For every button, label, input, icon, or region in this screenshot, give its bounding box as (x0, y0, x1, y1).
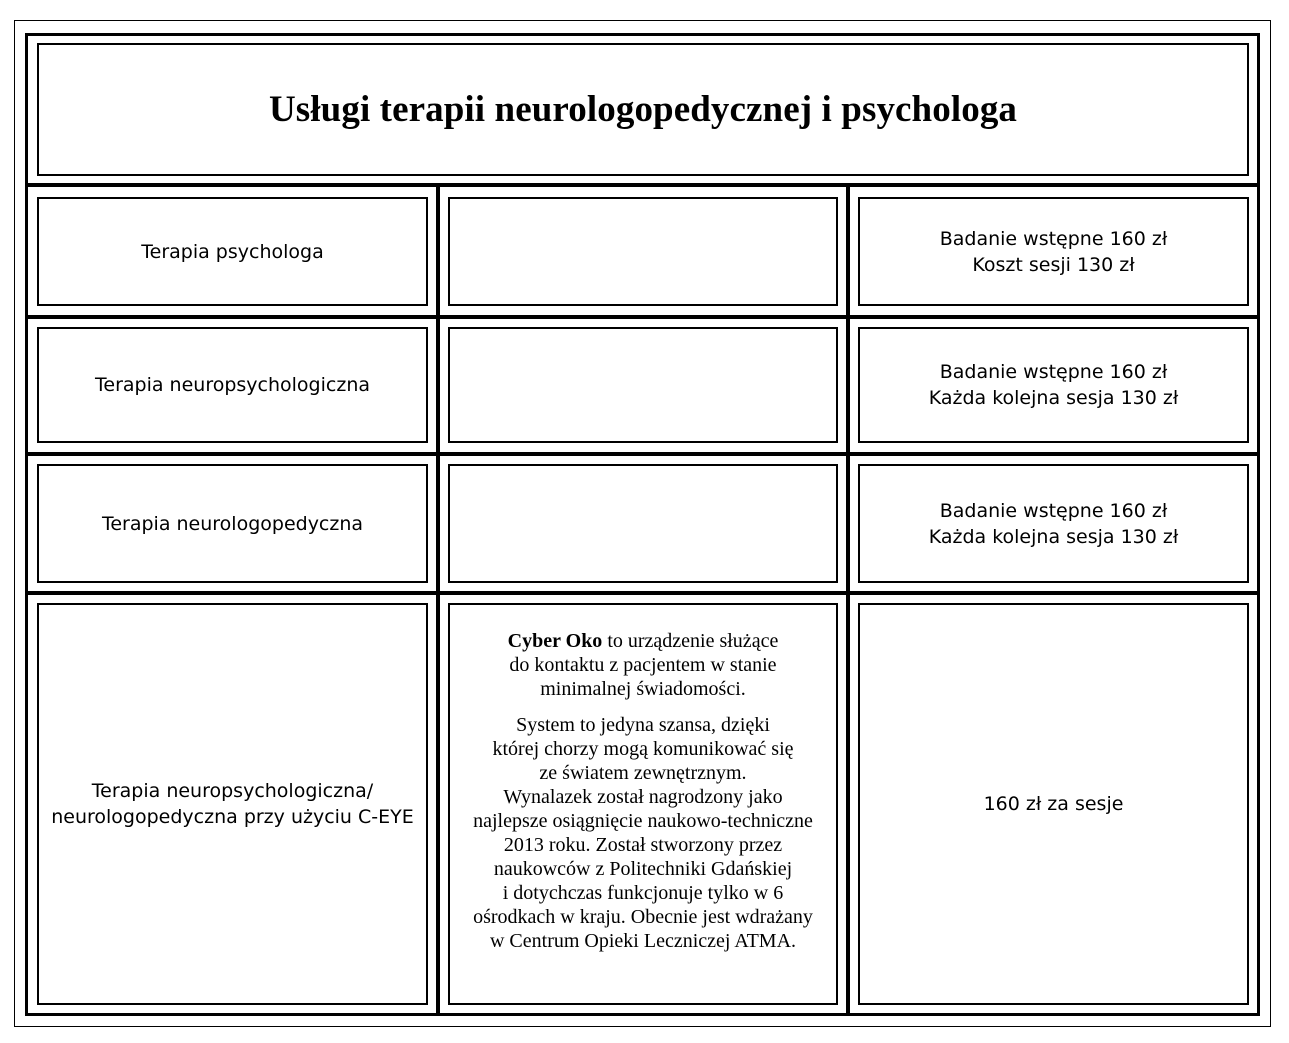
column-divider (846, 185, 850, 1014)
row-divider (27, 591, 1258, 595)
description-paragraph (454, 629, 832, 701)
row-divider (27, 183, 1258, 187)
service-cell (37, 464, 428, 583)
service-name: Terapia neuropsychologiczna (95, 374, 370, 396)
service-cell (37, 197, 428, 306)
page-title: Usługi terapii neurologopedycznej i psychologa (268, 89, 1018, 130)
service-cell (37, 603, 428, 1005)
description-cell (448, 603, 838, 1005)
title-cell (37, 43, 1249, 176)
price-text: Badanie wstępne 160 zł Każda kolejna sesja 130 zł (928, 499, 1179, 548)
device-name: Cyber Oko (507, 630, 603, 652)
row-divider (27, 315, 1258, 319)
price-cell (858, 603, 1249, 1005)
service-name: Terapia psychologa (141, 240, 324, 263)
price-text: Badanie wstępne 160 zł Koszt sesji 130 zł (939, 227, 1168, 276)
price-cell (858, 464, 1249, 583)
price-text: Badanie wstępne 160 zł Każda kolejna sesja 130 zł (928, 361, 1179, 409)
description-cell (448, 197, 838, 306)
column-divider (436, 185, 440, 1014)
device-description (454, 629, 832, 953)
service-name: Terapia neurologopedyczna (101, 512, 364, 535)
row-divider (27, 452, 1258, 456)
description-text: to urządzenie służące do kontaktu z pacjentem w stanie minimalnej świadomości. (509, 630, 779, 700)
service-name: Terapia neuropsychologiczna/ neurologopedyczna przy użyciu C-EYE (51, 780, 414, 828)
price-text: 160 zł za sesje (983, 793, 1124, 815)
description-paragraph: System to jedyna szansa, dzięki której chorzy mogą komunikować się ze światem zewnętrznym. Wynalazek został nagrodzony jako najlepsze osiągnięcie naukowo-techniczne 2013 roku. Został stworzony przez naukowców z Politechniki Gdańskiej i dotychczas funkcjonuje tylko w 6 ośrodkach w kraju. Obecnie jest wdrażany w Centrum Opieki Leczniczej ATMA. (473, 714, 813, 952)
description-cell (448, 464, 838, 583)
price-cell (858, 197, 1249, 306)
service-cell (37, 327, 428, 443)
description-cell (448, 327, 838, 443)
price-cell (858, 327, 1249, 443)
